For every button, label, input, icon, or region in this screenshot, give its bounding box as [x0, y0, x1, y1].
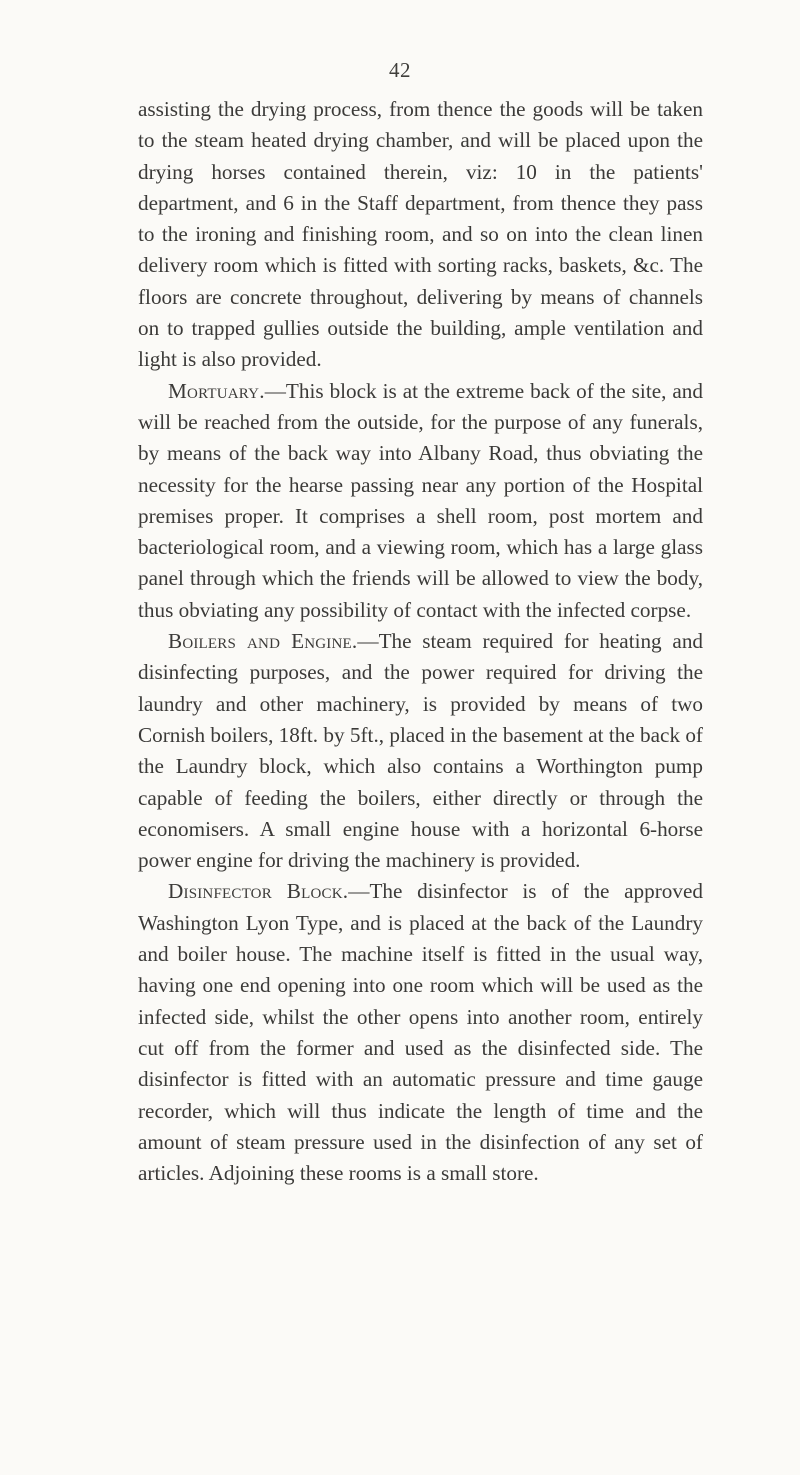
section-heading-mortuary: Mortuary. — [168, 378, 265, 403]
paragraph-text: assisting the drying process, from thence the goods will be taken to the steam heated drying chamber, and will be placed upon the drying horses contained therein, viz: 10 in the patients' department, and 6 in the Staff department, from thence they pass to the ironing and finishing room, and so on into the clean linen delivery room which is fitted with sorting racks, baskets, &c. The floors are concrete throughout, delivering by means of channels on to trapped gullies outside the building, ample ventilation and light is also provided. — [138, 97, 703, 372]
paragraph-disinfector-block — [138, 876, 703, 1189]
section-heading-boilers-and-engine: Boilers and Engine. — [168, 629, 358, 654]
section-heading-disinfector-block: Disinfector Block. — [168, 879, 349, 904]
page-number: 42 — [389, 58, 411, 82]
paragraph-mortuary — [138, 376, 703, 626]
paragraph-text: —The steam required for heating and disinfecting purposes, and the power required for driving the laundry and other machinery, is provided by means of two Cornish boilers, 18ft. by 5ft., placed in the basement at the back of the Laundry block, which also contains a Worthington pump capable of feeding the boilers, either directly or through the economisers. A small engine house with a horizontal 6-horse power engine for driving the machinery is provided. — [138, 629, 704, 873]
paragraph-boilers-and-engine — [138, 626, 703, 876]
paragraph-text: —The disinfector is of the approved Washington Lyon Type, and is placed at the back of the Laundry and boiler house. The machine itself is fitted in the usual way, having one end opening into one room which will be used as the infected side, whilst the other opens into another room, entirely cut off from the former and used as the disinfected side. The disinfector is fitted with an automatic pressure and time gauge recorder, which will thus indicate the length of time and the amount of steam pressure used in the disinfection of any set of articles. Adjoining these rooms is a small store. — [138, 879, 703, 1186]
paragraph-laundry-continued — [138, 94, 703, 376]
body-text — [138, 94, 703, 1189]
paragraph-text: —This block is at the extreme back of the site, and will be reached from the outside, for the purpose of any funerals, by means of the back way into Albany Road, thus obviating the necessity for the hearse passing near any portion of the Hospital premises proper. It comprises a shell room, post mortem and bacteriological room, and a viewing room, which has a large glass panel through which the friends will be allowed to view the body, thus obviating any possibility of contact with the infected corpse. — [138, 378, 703, 622]
